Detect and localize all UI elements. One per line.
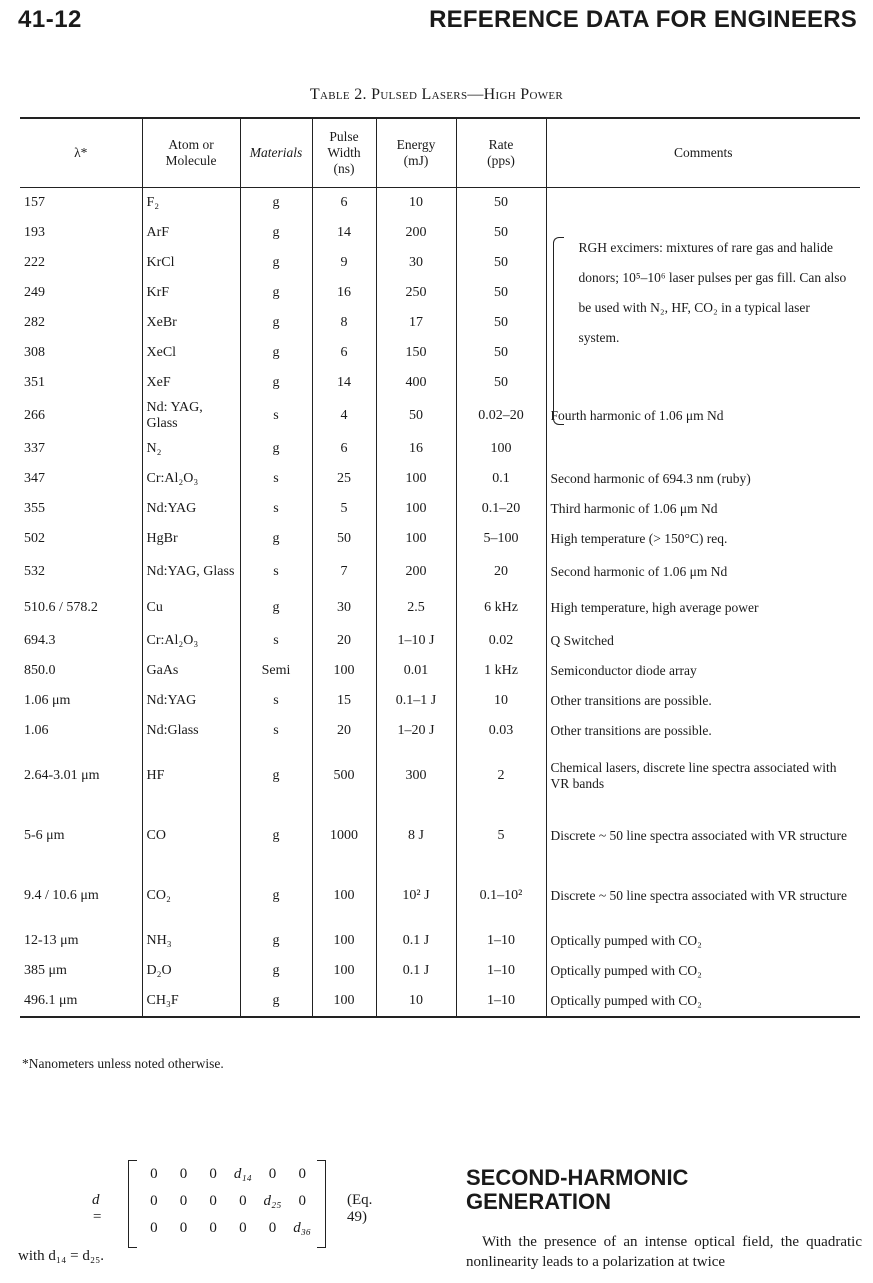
- table-row: [20, 716, 860, 746]
- comment-cell: Second harmonic of 1.06 μm Nd: [546, 554, 860, 590]
- table-row: [20, 656, 860, 686]
- rate-cell: 0.1–20: [456, 494, 546, 524]
- atom-cell: CH₃F: [142, 986, 240, 1017]
- lambda-cell: 496.1 μm: [20, 986, 142, 1017]
- atom-cell: Nd: YAG, Glass: [142, 398, 240, 434]
- atom-cell: HgBr: [142, 524, 240, 554]
- pulse-width-cell: 100: [312, 656, 376, 686]
- page-number: 41-12: [18, 6, 82, 33]
- table-row: [20, 434, 860, 464]
- col-header-atom: [142, 118, 240, 188]
- atom-cell: HF: [142, 746, 240, 806]
- matrix-row: [139, 1193, 317, 1219]
- rate-cell: 0.1–10²: [456, 866, 546, 926]
- col-header-pulse-line1: Pulse: [329, 129, 359, 144]
- material-cell: g: [240, 218, 312, 248]
- col-header-energy-line1: Energy: [396, 137, 436, 152]
- energy-cell: 200: [376, 554, 456, 590]
- pulsed-lasers-table: [20, 117, 860, 1018]
- lambda-cell: 385 μm: [24, 963, 67, 978]
- pulse-width-cell: 30: [312, 590, 376, 626]
- pulse-width-cell: 500: [312, 746, 376, 806]
- atom-cell: F₂: [142, 188, 240, 219]
- excimer-note-text: RGH excimers: mixtures of rare gas and halide donors; 10⁵–10⁶ laser pulses per gas fill. Can also be used with N₂, HF, CO₂ in a typical laser system.: [578, 240, 847, 345]
- atom-cell: KrCl: [142, 248, 240, 278]
- pulse-width-cell: 1000: [312, 806, 376, 866]
- atom-cell: Nd:YAG: [142, 494, 240, 524]
- rate-cell: 0.03: [456, 716, 546, 746]
- lambda-cell: 12-13 μm: [24, 933, 79, 948]
- material-cell: s: [240, 494, 312, 524]
- energy-cell: 8 J: [376, 806, 456, 866]
- lambda-cell: 694.3: [24, 633, 56, 648]
- col-header-energy-line2: (mJ): [403, 153, 429, 168]
- lambda-cell: 337: [24, 441, 45, 456]
- rate-cell: 100: [456, 434, 546, 464]
- energy-cell: 0.1 J: [376, 956, 456, 986]
- section-body-paragraph: With the presence of an intense optical field, the quadratic nonlinearity leads to a polarization at twice: [466, 1234, 862, 1270]
- comment-cell: Optically pumped with CO₂: [546, 926, 860, 956]
- matrix-row: [139, 1220, 317, 1246]
- energy-cell: 150: [376, 338, 456, 368]
- pulse-width-cell: 8: [312, 308, 376, 338]
- lambda-cell: 193: [24, 225, 45, 240]
- col-header-energy: [376, 118, 456, 188]
- rate-cell: 50: [456, 218, 546, 248]
- energy-cell: 50: [376, 398, 456, 434]
- table-row: [20, 926, 860, 956]
- section-heading-line1: SECOND-HARMONIC: [466, 1165, 689, 1190]
- matrix-cell: 0: [179, 1193, 188, 1209]
- comment-cell: Other transitions are possible.: [546, 686, 860, 716]
- col-header-comments: Comments: [546, 118, 860, 188]
- comment-cell: Third harmonic of 1.06 μm Nd: [546, 494, 860, 524]
- energy-cell: 0.1–1 J: [376, 686, 456, 716]
- table-row: [20, 746, 860, 806]
- energy-cell: 0.01: [376, 656, 456, 686]
- col-header-atom-line1: Atom or: [168, 137, 214, 152]
- lambda-cell: 308: [24, 345, 45, 360]
- pulse-width-cell: 100: [312, 866, 376, 926]
- lambda-cell: 2.64-3.01 μm: [24, 768, 100, 783]
- lambda-cell: 502: [24, 531, 45, 546]
- table-row: [20, 956, 860, 986]
- comment-cell: Optically pumped with CO₂: [546, 986, 860, 1017]
- energy-cell: 100: [376, 464, 456, 494]
- material-cell: g: [240, 866, 312, 926]
- table-row: [20, 398, 860, 434]
- matrix-cell: d₃₆: [293, 1220, 312, 1236]
- matrix-cell: 0: [239, 1193, 247, 1209]
- energy-cell: 2.5: [376, 590, 456, 626]
- atom-cell: CO: [142, 806, 240, 866]
- atom-cell: XeF: [142, 368, 240, 398]
- col-header-materials: Materials: [240, 118, 312, 188]
- pulse-width-cell: 100: [312, 956, 376, 986]
- table-row: [20, 464, 860, 494]
- lambda-cell: 222: [24, 255, 45, 270]
- material-cell: s: [240, 626, 312, 656]
- material-cell: g: [240, 278, 312, 308]
- matrix-cell: 0: [150, 1220, 158, 1236]
- comment-cell: High temperature (> 150°C) req.: [546, 524, 860, 554]
- energy-cell: 0.1 J: [376, 926, 456, 956]
- atom-cell: Cr:Al₂O₃: [142, 464, 240, 494]
- lambda-cell: 351: [24, 375, 45, 390]
- lambda-cell: 510.6 / 578.2: [24, 600, 98, 615]
- rate-cell: 20: [456, 554, 546, 590]
- rate-cell: 5: [456, 806, 546, 866]
- d-matrix: [128, 1160, 326, 1248]
- energy-cell: 16: [376, 434, 456, 464]
- material-cell: s: [240, 554, 312, 590]
- energy-cell: 17: [376, 308, 456, 338]
- matrix-cell: d₂₅: [263, 1193, 282, 1209]
- atom-cell: D₂O: [142, 956, 240, 986]
- matrix-cell: 0: [268, 1166, 277, 1182]
- rate-cell: 1–10: [456, 986, 546, 1017]
- section-heading: [466, 1166, 688, 1214]
- rate-cell: 1–10: [456, 926, 546, 956]
- rate-cell: 1–10: [456, 956, 546, 986]
- pulse-width-cell: 16: [312, 278, 376, 308]
- material-cell: g: [240, 986, 312, 1017]
- matrix-row: [139, 1166, 317, 1192]
- material-cell: g: [240, 368, 312, 398]
- table-row: [20, 590, 860, 626]
- col-header-atom-line2: Molecule: [165, 153, 217, 168]
- matrix-cell: 0: [209, 1193, 217, 1209]
- matrix-cell: 0: [268, 1220, 277, 1236]
- col-header-rate: [456, 118, 546, 188]
- pulse-width-cell: 5: [312, 494, 376, 524]
- lambda-cell: 5-6 μm: [24, 828, 65, 843]
- atom-cell: N₂: [142, 434, 240, 464]
- pulse-width-cell: 14: [312, 218, 376, 248]
- energy-cell: 10: [376, 188, 456, 219]
- lambda-cell: 1.06: [24, 723, 49, 738]
- lambda-cell: 355: [24, 501, 45, 516]
- lambda-cell: 249: [24, 285, 45, 300]
- col-header-pulse-line3: (ns): [333, 161, 355, 176]
- excimer-note: [551, 233, 857, 353]
- comment-cell: Discrete ~ 50 line spectra associated with VR structure: [546, 866, 860, 926]
- pulse-width-cell: 20: [312, 716, 376, 746]
- table-row: [20, 626, 860, 656]
- pulse-width-cell: 25: [312, 464, 376, 494]
- atom-cell: XeCl: [142, 338, 240, 368]
- rate-cell: 50: [456, 248, 546, 278]
- table-body: [20, 188, 860, 1018]
- energy-cell: 100: [376, 494, 456, 524]
- atom-cell: Cr:Al₂O₃: [142, 626, 240, 656]
- energy-cell: 200: [376, 218, 456, 248]
- table-header-row: [20, 118, 860, 188]
- material-cell: s: [240, 398, 312, 434]
- table-footnote: *Nanometers unless noted otherwise.: [22, 1056, 224, 1071]
- energy-cell: 1–10 J: [376, 626, 456, 656]
- energy-cell: 100: [376, 524, 456, 554]
- lambda-cell: 347: [24, 471, 45, 486]
- atom-cell: XeBr: [142, 308, 240, 338]
- atom-cell: CO₂: [142, 866, 240, 926]
- energy-cell: 1–20 J: [376, 716, 456, 746]
- matrix-cell: 0: [298, 1166, 306, 1182]
- rate-cell: 5–100: [456, 524, 546, 554]
- table-row: [20, 494, 860, 524]
- comment-cell: Other transitions are possible.: [546, 716, 860, 746]
- material-cell: g: [240, 434, 312, 464]
- material-cell: g: [240, 308, 312, 338]
- lambda-cell: 282: [24, 315, 45, 330]
- pulse-width-cell: 100: [312, 926, 376, 956]
- comment-cell: Chemical lasers, discrete line spectra associated with VR bands: [546, 746, 860, 806]
- section-body-text: [466, 1232, 862, 1272]
- rate-cell: 50: [456, 188, 546, 219]
- rate-cell: 0.02: [456, 626, 546, 656]
- rate-cell: 1 kHz: [456, 656, 546, 686]
- rate-cell: 50: [456, 338, 546, 368]
- rate-cell: 10: [456, 686, 546, 716]
- pulse-width-cell: 50: [312, 524, 376, 554]
- equation-condition: with d₁₄ = d₂₅.: [18, 1248, 105, 1264]
- table-row: [20, 986, 860, 1017]
- material-cell: s: [240, 686, 312, 716]
- matrix-cell: 0: [239, 1220, 247, 1236]
- col-header-rate-line2: (pps): [487, 153, 515, 168]
- matrix-cell: 0: [150, 1193, 158, 1209]
- atom-cell: Cu: [142, 590, 240, 626]
- table-row: [20, 866, 860, 926]
- atom-cell: Nd:YAG, Glass: [142, 554, 240, 590]
- rate-cell: 50: [456, 308, 546, 338]
- pulse-width-cell: 15: [312, 686, 376, 716]
- col-header-pulse-width: [312, 118, 376, 188]
- lambda-cell: 1.06 μm: [24, 693, 71, 708]
- material-cell: g: [240, 806, 312, 866]
- atom-cell: KrF: [142, 278, 240, 308]
- matrix-cell: 0: [298, 1193, 306, 1209]
- lambda-cell: 9.4 / 10.6 μm: [24, 888, 99, 903]
- material-cell: g: [240, 956, 312, 986]
- lambda-cell: 532: [24, 564, 45, 579]
- energy-cell: 300: [376, 746, 456, 806]
- atom-cell: ArF: [142, 218, 240, 248]
- book-title: REFERENCE DATA FOR ENGINEERS: [429, 6, 857, 33]
- rate-cell: 0.1: [456, 464, 546, 494]
- equation-lhs: d =: [92, 1192, 103, 1225]
- matrix-cell: 0: [150, 1166, 158, 1182]
- comment-cell: Second harmonic of 694.3 nm (ruby): [546, 464, 860, 494]
- excimer-comment-cell: [546, 188, 860, 399]
- atom-cell: Nd:Glass: [142, 716, 240, 746]
- pulse-width-cell: 6: [312, 338, 376, 368]
- lambda-cell: 266: [24, 408, 45, 423]
- material-cell: s: [240, 716, 312, 746]
- rate-cell: 0.02–20: [456, 398, 546, 434]
- rate-cell: 6 kHz: [456, 590, 546, 626]
- comment-cell: Fourth harmonic of 1.06 μm Nd: [546, 398, 860, 434]
- group-brace: [553, 237, 564, 425]
- energy-cell: 10: [376, 986, 456, 1017]
- pulse-width-cell: 9: [312, 248, 376, 278]
- equation-tag: (Eq. 49): [347, 1192, 373, 1225]
- matrix-cell: 0: [209, 1220, 217, 1236]
- table-row: [20, 524, 860, 554]
- matrix-cell: 0: [179, 1220, 188, 1236]
- lambda-cell: 850.0: [24, 663, 56, 678]
- material-cell: s: [240, 464, 312, 494]
- comment-cell: Q Switched: [546, 626, 860, 656]
- material-cell: g: [240, 590, 312, 626]
- rate-cell: 2: [456, 746, 546, 806]
- pulse-width-cell: 100: [312, 986, 376, 1017]
- energy-cell: 250: [376, 278, 456, 308]
- pulse-width-cell: 4: [312, 398, 376, 434]
- table-row: [20, 554, 860, 590]
- comment-cell: Discrete ~ 50 line spectra associated with VR structure: [546, 806, 860, 866]
- matrix-cell: d₁₄: [233, 1166, 252, 1182]
- atom-cell: NH₃: [142, 926, 240, 956]
- table-title: Table 2. Pulsed Lasers—High Power: [309, 86, 564, 103]
- pulse-width-cell: 7: [312, 554, 376, 590]
- comment-cell: [546, 434, 860, 464]
- energy-cell: 400: [376, 368, 456, 398]
- col-header-lambda: λ*: [20, 118, 142, 188]
- col-header-rate-line1: Rate: [488, 137, 514, 152]
- material-cell: g: [240, 746, 312, 806]
- pulse-width-cell: 6: [312, 188, 376, 219]
- col-header-pulse-line2: Width: [327, 145, 361, 160]
- atom-cell: GaAs: [142, 656, 240, 686]
- pulse-width-cell: 20: [312, 626, 376, 656]
- rate-cell: 50: [456, 278, 546, 308]
- comment-cell: Semiconductor diode array: [546, 656, 860, 686]
- matrix-cell: 0: [209, 1166, 217, 1182]
- rate-cell: 50: [456, 368, 546, 398]
- pulse-width-cell: 6: [312, 434, 376, 464]
- table-row: [20, 188, 860, 219]
- material-cell: g: [240, 524, 312, 554]
- comment-cell: High temperature, high average power: [546, 590, 860, 626]
- atom-cell: Nd:YAG: [142, 686, 240, 716]
- lambda-cell: 157: [24, 195, 45, 210]
- table-row: [20, 686, 860, 716]
- energy-cell: 30: [376, 248, 456, 278]
- material-cell: g: [240, 926, 312, 956]
- matrix-cell: 0: [179, 1166, 188, 1182]
- comment-cell: Optically pumped with CO₂: [546, 956, 860, 986]
- section-heading-line2: GENERATION: [466, 1189, 612, 1214]
- energy-cell: 10² J: [376, 866, 456, 926]
- table-row: [20, 806, 860, 866]
- material-cell: g: [240, 188, 312, 219]
- material-cell: Semi: [240, 656, 312, 686]
- pulse-width-cell: 14: [312, 368, 376, 398]
- material-cell: g: [240, 338, 312, 368]
- material-cell: g: [240, 248, 312, 278]
